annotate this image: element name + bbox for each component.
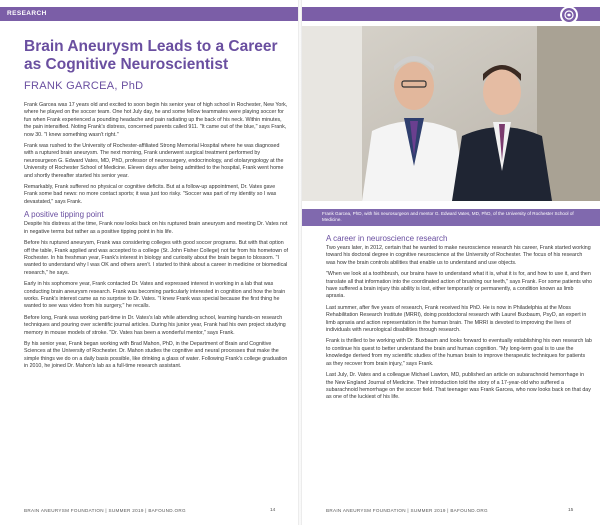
page-number: 15 <box>568 508 574 513</box>
paragraph: Before his ruptured aneurysm, Frank was considering colleges with good soccer programs. But with that option off the table, Frank applied and was accepted to a college (St. John Fisher College) not far from his hometown of Rochester. In his freshman year, Frank's interest in biology and curiosity about the brain began to blossom. "I wanted to understand why I was OK and others aren't. I started to think about a career in medicine or biomedical research," he says. <box>24 240 289 276</box>
portrait-photo <box>302 26 600 226</box>
paragraph: Frank Garcea was 17 years old and excited to soon begin his senior year of high school in Rochester, New York, where he played on the soccer team. One hot July day, he and some fellow teammates were playing soccer for fun when Frank experienced a pounding headache and pain radiating up the back of his neck. Within minutes, the pain intensified. Noting Frank's distress, concerned parents called 911. "It came out of the blue," says Frank, now 30. "I knew something wasn't right." <box>24 102 288 138</box>
paragraph: Frank is thrilled to be working with Dr. Buxbaum and looks forward to eventually establishing his own research lab to continue his quest to better understand the brain and human cognition. "My long-term goal is to use the knowledge derived from my scientific studies of the human brain to improve therapeutic techniques for patients as they recover from brain injury," says Frank. <box>326 338 592 367</box>
left-page <box>0 0 298 525</box>
right-page <box>302 0 600 525</box>
paragraph: Frank was rushed to the University of Rochester-affiliated Strong Memorial Hospital where he was diagnosed with a ruptured brain aneurysm. The next morning, Frank underwent surgical treatment performed by neurosurgeon G. Edward Vates, MD, PhD, professor of neurosurgery, endocrinology, and otolaryngology at the University of Rochester School of Medicine. Eleven days after being admitted to the hospital, Frank went home and shortly thereafter started his senior year. <box>24 143 284 179</box>
section-band <box>0 7 298 21</box>
top-band <box>302 7 600 21</box>
page-footer: BRAIN ANEURYSM FOUNDATION | SUMMER 2019 | BAFOUND.ORG <box>326 508 488 513</box>
article-byline: FRANK GARCEA, PhD <box>24 80 144 92</box>
paragraph: Early in his sophomore year, Frank contacted Dr. Vates and expressed interest in working in a lab that was conducting brain aneurysm research. Frank was becoming particularly interested in cognition and how the brain works. Frank's interest came as no surprise to Dr. Vates. "I knew Frank was special because the first thing he wanted to see was video from his surgery," he recalls. <box>24 281 286 310</box>
paragraph: Two years later, in 2012, certain that he wanted to make neuroscience research his career, Frank started working toward his doctoral degree in cognitive neuroscience at the University of Rochester. The focus of his research was how the brain controls abilities that enable us to understand and use objects. <box>326 245 591 266</box>
subheading: A career in neuroscience research <box>326 234 448 243</box>
paragraph: Despite his distress at the time, Frank now looks back on his ruptured brain aneurysm and meeting Dr. Vates not in negative terms but rather as a positive tipping point in his life. <box>24 221 288 235</box>
right-body-column <box>326 232 592 406</box>
paragraph: Before long, Frank was working part-time in Dr. Vates's lab while attending school, learning hands-on research techniques and pouring over scientific journal articles. During his junior year, Frank had his own project studying memory in mouse models of stroke. "Dr. Vates has been a wonderful mentor," says Frank. <box>24 314 286 336</box>
brain-foundation-logo-icon <box>560 6 578 24</box>
left-body-column <box>24 102 290 375</box>
article-title: Brain Aneurysm Leads to a Career as Cognitive Neuroscientist <box>24 38 278 73</box>
paragraph: By his senior year, Frank began working with Brad Mahon, PhD, in the Department of Brain and Cognitive Sciences at the University of Rochester. Dr. Mahon studies the cognitive and neural processes that make the simple things we do on a daily basis possible, like drinking a glass of water. Following Frank's college graduation in 2010, he joined Dr. Mahon's lab as a full-time research assistant. <box>24 340 288 370</box>
page-footer: BRAIN ANEURYSM FOUNDATION | SUMMER 2019 | BAFOUND.ORG <box>24 508 186 513</box>
subheading: A positive tipping point <box>24 210 104 220</box>
page-number: 14 <box>270 508 276 513</box>
paragraph: Last summer, after five years of research, Frank received his PhD. He is now in Philadelphia at the Moss Rehabilitation Research Institute (MRRI), doing postdoctoral research with Laurel Buxbaum, PsyD, an expert in limb apraxia and action representation in the human brain. The MRRI is devoted to improving the lives of individuals with neurological disabilities through research. <box>326 304 587 334</box>
photo-caption: Frank Garcea, PhD, with his neurosurgeon and mentor G. Edward Vates, MD, PhD, of the University of Rochester School of Medicine. <box>322 211 574 222</box>
paragraph: Last July, Dr. Vates and a colleague Michael Lawton, MD, published an article on subarachnoid hemorrhage in the New England Journal of Medicine. Their introduction told the story of a 17-year-old who suffered a subarachnoid hemorrhage on the soccer field. That teenager was Frank Garcea, who now looks back on that day as one of the luckiest of his life. <box>326 372 591 401</box>
photo-caption-box <box>302 209 600 226</box>
section-label: RESEARCH <box>7 10 47 17</box>
paragraph: "When we look at a toothbrush, our brains have to understand what it is, what it is for, and how to use it, and then translate all that information into the coordinated action of brushing our teeth," says Frank. For some patients who have suffered a brain injury this ability is lost, either temporarily or permanently, a condition known as limb apraxia. <box>326 271 592 300</box>
paragraph: Remarkably, Frank suffered no physical or cognitive deficits. But at a follow-up appointment, Dr. Vates gave Frank some bad news: no more contact sports; it was just too risky. "Soccer was part of my identity so I was devastated," says Frank. <box>24 184 277 205</box>
